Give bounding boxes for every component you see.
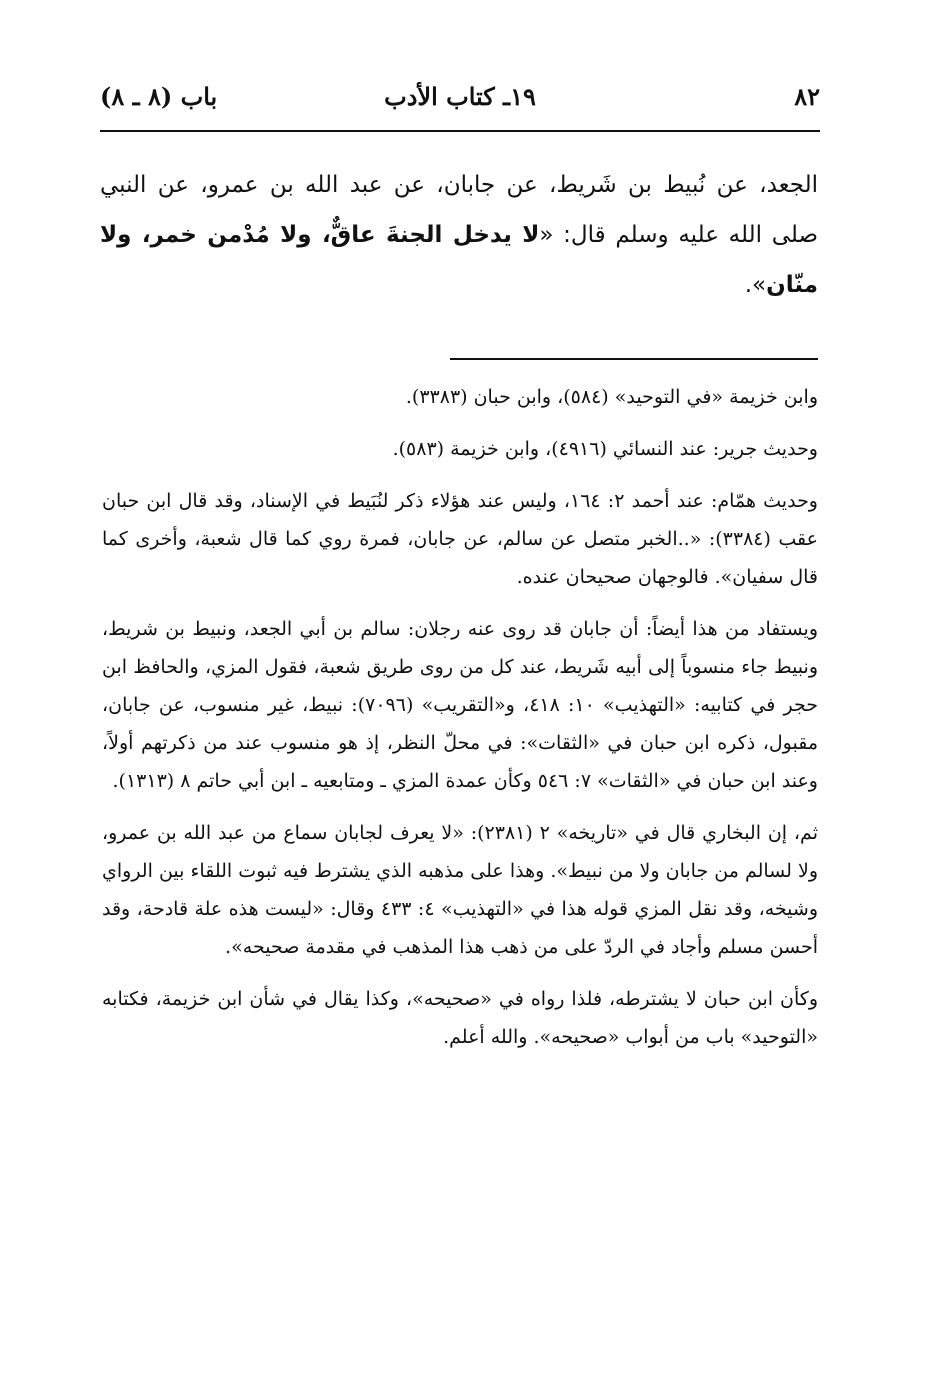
page-number: ٨٢: [794, 82, 820, 111]
footnote-paragraph: وحديث همّام: عند أحمد ٢: ١٦٤، وليس عند هؤلاء ذكر لنُبَيط في الإسناد، وقد قال ابن حبان عقب (٣٣٨٤): «..الخبر متصل عن سالم، عن جابان، فمرة روي كما قال شعبة، وأخرى كما قال سفيان». فالوجهان صحيحان عنده.: [102, 490, 819, 588]
header-divider: [100, 130, 820, 132]
main-text: [100, 160, 818, 310]
footnote-paragraph: وحديث جرير: عند النسائي (٤٩١٦)، وابن خزيمة (٥٨٣).: [392, 438, 818, 460]
chapter-reference: باب (٨ ـ ٨): [100, 82, 218, 111]
footnotes: [102, 378, 818, 1056]
running-header: [100, 82, 820, 122]
hadith-text: لا يدخل الجنةَ عاقٌّ، ولا مُدْمن خمر، ولا منّان: [100, 222, 818, 298]
footnote-paragraph: وكأن ابن حبان لا يشترطه، فلذا رواه في «صحيحه»، وكذا يقال في شأن ابن خزيمة، فكتابه «التوحيد» باب من أبواب «صحيحه». والله أعلم.: [102, 988, 818, 1048]
footnote-paragraph: ويستفاد من هذا أيضاً: أن جابان قد روى عنه رجلان: سالم بن أبي الجعد، ونبيط بن شريط، ونبيط جاء منسوباً إلى أبيه شَريط، عند كل من روى طريق شعبة، فقول المزي، والحافظ ابن حجر في كتابيه: «التهذيب» ١٠: ٤١٨، و«التقريب» (٧٠٩٦): نبيط، غير منسوب، عن جابان، مقبول، ذكره ابن حبان في «الثقات»: في محلّ النظر، إذ هو منسوب عند من ذكرتهم أولاً، وعند ابن حبان في «الثقات» ٧: ٥٤٦ وكأن عمدة المزي ـ ومتابعيه ـ ابن أبي حاتم ٨ (١٣١٣).: [102, 618, 818, 792]
footnote-paragraph: ثم، إن البخاري قال في «تاريخه» ٢ (٢٣٨١): «لا يعرف لجابان سماع من عبد الله بن عمرو، ولا لسالم من جابان ولا من نبيط». وهذا على مذهبه الذي يشترط فيه ثبوت اللقاء بين الرواي وشيخه، وقد نقل المزي قوله هذا في «التهذيب» ٤: ٤٣٣ وقال: «ليست هذه علة قادحة، وقد أحسن مسلم وأجاد في الردّ على من ذهب هذا المذهب في مقدمة صحيحه».: [102, 822, 818, 958]
footnote-paragraph: وابن خزيمة «في التوحيد» (٥٨٤)، وابن حبان (٣٣٨٣).: [405, 386, 818, 408]
footnote-divider: [450, 358, 818, 360]
book-title: ١٩ـ كتاب الأدب: [384, 82, 536, 111]
main-text-intro: الجعد، عن نُبيط بن شَريط، عن جابان، عن عبد الله بن عمرو، عن النبي صلى الله عليه وسلم قال: «: [100, 172, 819, 248]
main-text-end: ».: [744, 272, 767, 298]
